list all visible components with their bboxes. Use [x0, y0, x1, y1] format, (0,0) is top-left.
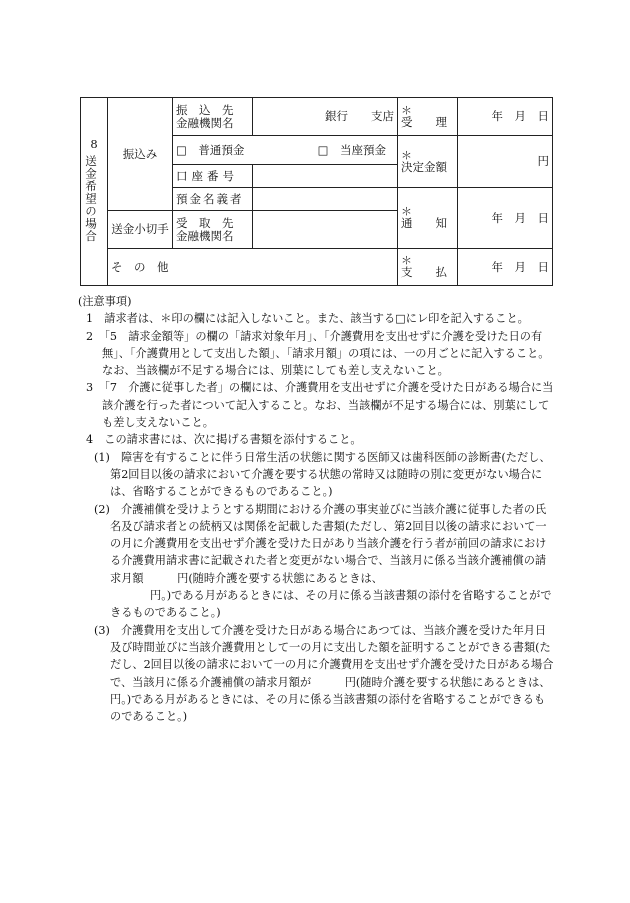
section-8-cell — [81, 98, 108, 286]
note-2: 2 「5 請求金額等」の欄の「請求対象年月」、「介護費用を支出せずに介護を受けた日の有無」、「介護費用として支出した額」、「請求月額」の項には、一の月ごとに記入すること。なお、当該欄が不足する場合には、別葉にしても差し支えないこと。 — [86, 329, 550, 378]
section-label: 送金希望の場合 — [84, 154, 98, 243]
star-mark: ＊ — [401, 148, 412, 162]
tsuchi-label — [398, 188, 458, 249]
recv-label-line2: 金融機関名 — [176, 228, 234, 243]
uketsuke-text: 受 理 — [401, 114, 447, 129]
sub-note-1: (1) 障害を有することに伴う日常生活の状態に関する医師又は歯科医師の診断書(ただし、第2回目以後の請求において介護を要する状態の常時又は随時の別に変更がない場合には、省略することができるものであること。) — [94, 450, 551, 499]
tsuchi-text: 通 知 — [401, 216, 447, 230]
bank-name-field[interactable]: 銀行 支店 — [253, 98, 398, 136]
sub-note-2b: 円。)である月があるときには、その月に係る当該書類の添付を省略することができるものであること。) — [110, 589, 552, 620]
shiharai-date: 年 月 日 — [458, 249, 553, 286]
bank-label-line1: 振 込 先 — [176, 102, 234, 117]
other-label: そ の 他 — [108, 249, 398, 286]
uketsuke-date: 年 月 日 — [458, 98, 553, 136]
account-no-label: 口座番号 — [173, 165, 253, 188]
furikomi-label: 振込み — [108, 98, 173, 211]
kettei-label — [398, 136, 458, 188]
kettei-text: 決定金額 — [401, 159, 447, 174]
account-no-field[interactable] — [253, 165, 398, 188]
note-1: 1 請求者は、＊印の欄には記入しないこと。また、該当する□にレ印を記入すること。 — [86, 312, 529, 326]
bank-label-line2: 金融機関名 — [176, 115, 234, 130]
bank-label — [173, 98, 253, 136]
toza-checkbox[interactable]: □ 当座預金 — [317, 142, 386, 157]
notes-heading: (注意事項) — [78, 295, 132, 308]
star-mark: ＊ — [401, 254, 412, 267]
recv-label-line1: 受 取 先 — [176, 215, 234, 230]
account-name-label: 預金名義者 — [173, 188, 253, 211]
kettei-yen: 円 — [458, 136, 553, 188]
uketsuke-label — [398, 98, 458, 136]
shiharai-label — [398, 249, 458, 286]
sub-note-2a: (2) 介護補償を受けようとする期間における介護の事実並びに当該介護に従事した者の氏名及び請求者との続柄又は関係を記載した書類(ただし、第2回目以後の請求において一の月に介護費用を支出せず介護を受けた日があり当該介護を行う者が前回の請求における介護費用請求書に記載された者と変更がない場合で、当該月に係る当該介護補償の請求月額 円(随時介護を要する状態にあるときは、 — [94, 502, 547, 585]
recv-label — [173, 211, 253, 249]
kogitte-label: 送金小切手 — [108, 211, 173, 249]
note-4: 4 この請求書には、次に掲げる書類を添付すること。 — [86, 433, 362, 447]
note-3: 3 「7 介護に従事した者」の欄には、介護費用を支出せずに介護を受けた日がある場合に当該介護を行った者について記入すること。なお、当該欄が不足する場合には、別葉にしても差し支えないこと。 — [86, 381, 554, 430]
account-type-cell — [173, 136, 398, 165]
shiharai-text: 支 払 — [401, 265, 447, 279]
star-mark: ＊ — [401, 103, 412, 117]
remittance-table — [80, 97, 553, 286]
tsuchi-date: 年 月 日 — [458, 188, 553, 249]
recv-field[interactable] — [253, 211, 398, 249]
account-name-field[interactable] — [253, 188, 398, 211]
section-number: 8 — [90, 136, 98, 151]
futsu-checkbox[interactable]: □ 普通預金 — [176, 142, 245, 157]
star-mark: ＊ — [401, 205, 412, 218]
sub-note-3: (3) 介護費用を支出して介護を受けた日がある場合にあつては、当該介護を受けた年月日及び時間並びに当該介護費用として一の月に支出した額を証明することができる書類(ただし、2回目以後の請求において一の月に介護費用を支出せず介護を受けた日がある場合で、当該月に係る介護補償の請求月額が 円(随時介護を要する状態にあるときは、 円。)である月があるときには、その月に係る当該書類の添付を省略することができるものであること。) — [94, 623, 579, 724]
notes-section — [78, 293, 579, 725]
